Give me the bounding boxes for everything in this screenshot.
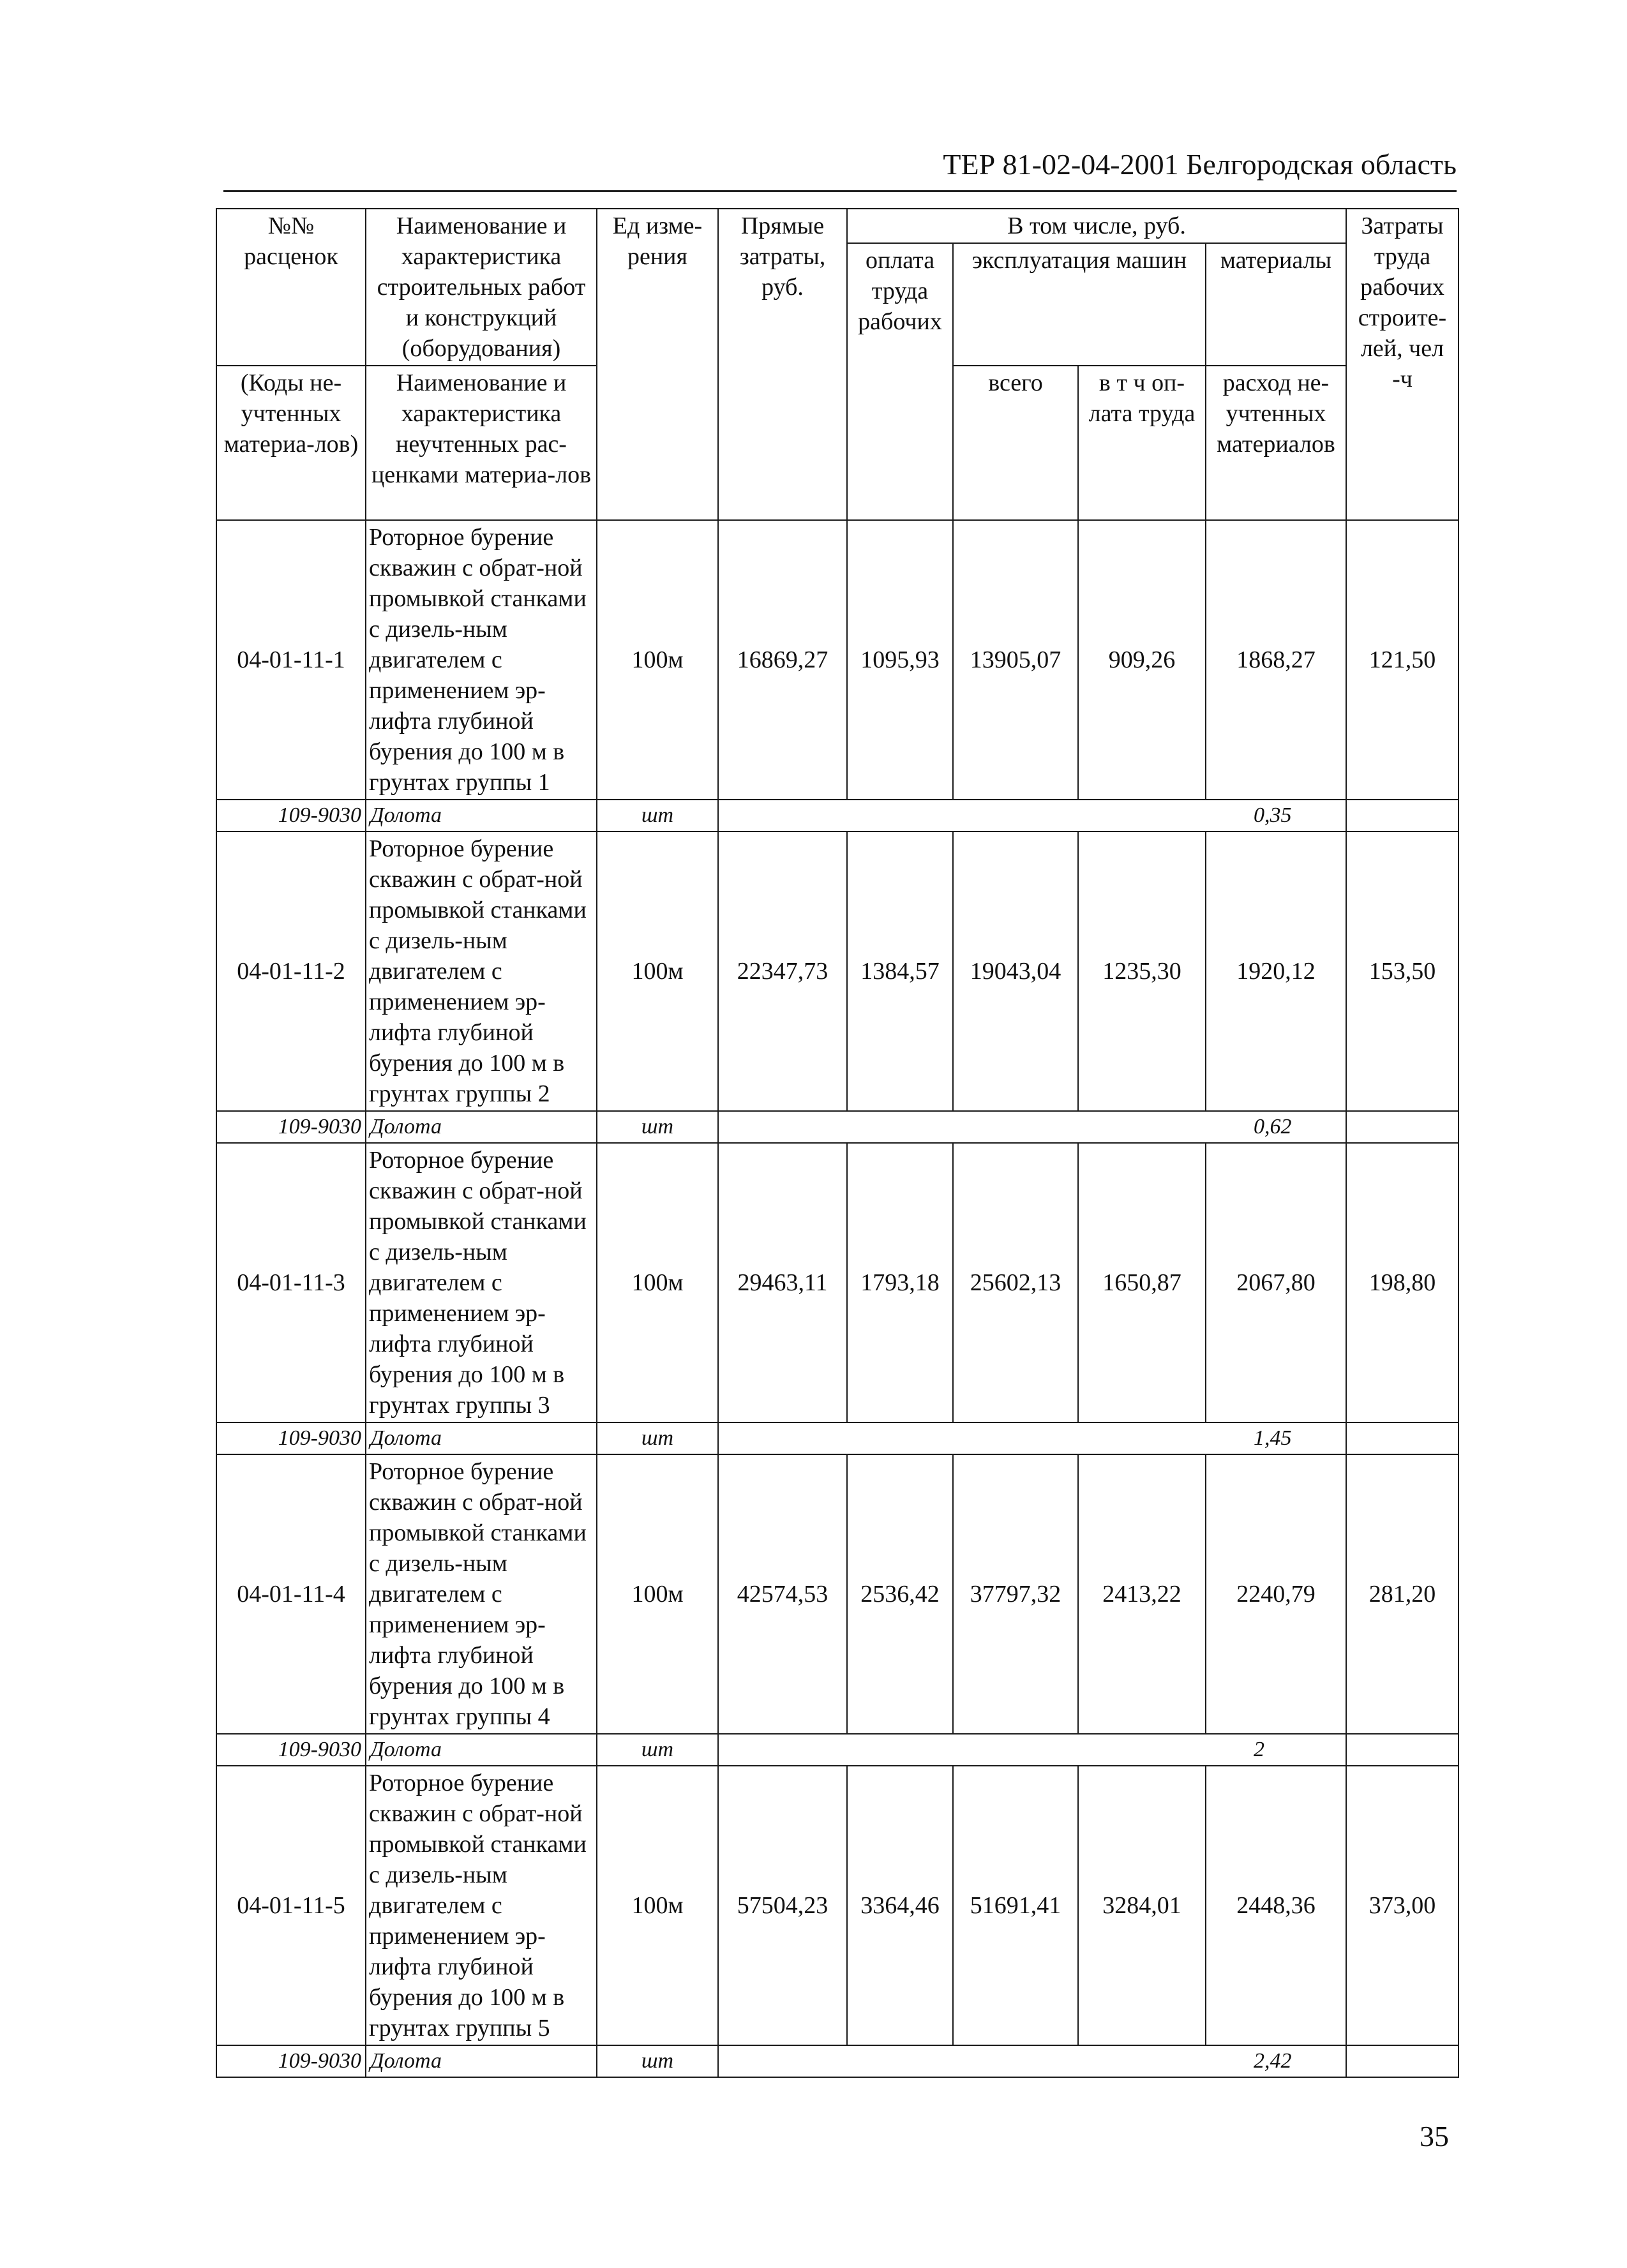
direct-costs-cell: 16869,27 — [718, 520, 847, 800]
wages-cell: 3364,46 — [847, 1766, 953, 2045]
material-row — [216, 800, 1458, 832]
material-name: Долота — [366, 800, 597, 832]
machines-wages-cell: 3284,01 — [1078, 1766, 1206, 2045]
wages-cell: 1384,57 — [847, 832, 953, 1111]
header-machines-total: всего — [953, 366, 1078, 520]
rate-code: 04-01-11-5 — [216, 1766, 366, 2045]
header-wages: оплата труда рабочих — [847, 243, 953, 520]
page-number: 35 — [1420, 2120, 1449, 2152]
direct-costs-cell: 22347,73 — [718, 832, 847, 1111]
table-row — [216, 1766, 1458, 2045]
unit-cell: 100м — [597, 1143, 718, 1422]
header-unit: Ед изме-рения — [597, 209, 718, 520]
material-usage: 2,42 — [718, 2045, 1346, 2077]
machines-total-cell: 19043,04 — [953, 832, 1078, 1111]
table-row — [216, 832, 1458, 1111]
material-unit: шт — [597, 1734, 718, 1766]
rate-code: 04-01-11-2 — [216, 832, 366, 1111]
materials-cell: 2240,79 — [1206, 1454, 1346, 1734]
table-row — [216, 1454, 1458, 1734]
machines-total-cell: 25602,13 — [953, 1143, 1078, 1422]
header-code-materials: (Коды не-учтенных материа-лов) — [216, 366, 366, 520]
unit-cell: 100м — [597, 1454, 718, 1734]
machines-total-cell: 13905,07 — [953, 520, 1078, 800]
material-code: 109-9030 — [216, 1111, 366, 1143]
material-unit: шт — [597, 2045, 718, 2077]
labor-cell: 153,50 — [1346, 832, 1458, 1111]
material-empty-cell — [1346, 1111, 1458, 1143]
work-description: Роторное бурение скважин с обрат-ной промывкой станками с дизель-ным двигателем с применением эр-лифта глубиной бурения до 100 м в грунтах группы 5 — [366, 1766, 597, 2045]
material-code: 109-9030 — [216, 2045, 366, 2077]
machines-total-cell: 37797,32 — [953, 1454, 1078, 1734]
work-description: Роторное бурение скважин с обрат-ной промывкой станками с дизель-ным двигателем с применением эр-лифта глубиной бурения до 100 м в грунтах группы 3 — [366, 1143, 597, 1422]
material-code: 109-9030 — [216, 1734, 366, 1766]
materials-cell: 1920,12 — [1206, 832, 1346, 1111]
unit-cell: 100м — [597, 520, 718, 800]
labor-cell: 198,80 — [1346, 1143, 1458, 1422]
material-unit: шт — [597, 800, 718, 832]
unit-cell: 100м — [597, 1766, 718, 2045]
rate-code: 04-01-11-4 — [216, 1454, 366, 1734]
table-row — [216, 520, 1458, 800]
material-name: Долота — [366, 1422, 597, 1454]
material-unit: шт — [597, 1111, 718, 1143]
material-row — [216, 1422, 1458, 1454]
running-title: ТЕР 81-02-04-2001 Белгородская область — [943, 148, 1457, 181]
direct-costs-cell: 42574,53 — [718, 1454, 847, 1734]
direct-costs-cell: 29463,11 — [718, 1143, 847, 1422]
table-header — [216, 209, 1458, 520]
machines-wages-cell: 909,26 — [1078, 520, 1206, 800]
header-labor: Затраты труда рабочих строите-лей, чел -ч — [1346, 209, 1458, 520]
table-row — [216, 1143, 1458, 1422]
machines-total-cell: 51691,41 — [953, 1766, 1078, 2045]
unit-cell: 100м — [597, 832, 718, 1111]
header-name: Наименование и характеристика строительных работ и конструкций (оборудования) — [366, 209, 597, 366]
header-machines: эксплуатация машин — [953, 243, 1206, 366]
machines-wages-cell: 1235,30 — [1078, 832, 1206, 1111]
wages-cell: 2536,42 — [847, 1454, 953, 1734]
material-row — [216, 1734, 1458, 1766]
wages-cell: 1793,18 — [847, 1143, 953, 1422]
material-name: Долота — [366, 2045, 597, 2077]
header-materials-usage: расход не-учтенных материалов — [1206, 366, 1346, 520]
material-row — [216, 1111, 1458, 1143]
wages-cell: 1095,93 — [847, 520, 953, 800]
material-usage: 0,62 — [718, 1111, 1346, 1143]
header-rule — [223, 190, 1457, 192]
machines-wages-cell: 1650,87 — [1078, 1143, 1206, 1422]
rate-code: 04-01-11-1 — [216, 520, 366, 800]
rate-code: 04-01-11-3 — [216, 1143, 366, 1422]
work-description: Роторное бурение скважин с обрат-ной промывкой станками с дизель-ным двигателем с применением эр-лифта глубиной бурения до 100 м в грунтах группы 1 — [366, 520, 597, 800]
rates-table — [216, 208, 1459, 2078]
material-usage: 1,45 — [718, 1422, 1346, 1454]
direct-costs-cell: 57504,23 — [718, 1766, 847, 2045]
material-code: 109-9030 — [216, 800, 366, 832]
header-machines-wages: в т ч оп-лата труда — [1078, 366, 1206, 520]
header-name-materials: Наименование и характеристика неучтенных рас-ценками материа-лов — [366, 366, 597, 520]
work-description: Роторное бурение скважин с обрат-ной промывкой станками с дизель-ным двигателем с применением эр-лифта глубиной бурения до 100 м в грунтах группы 2 — [366, 832, 597, 1111]
labor-cell: 281,20 — [1346, 1454, 1458, 1734]
material-empty-cell — [1346, 1422, 1458, 1454]
material-name: Долота — [366, 1111, 597, 1143]
material-usage: 0,35 — [718, 800, 1346, 832]
materials-cell: 2448,36 — [1206, 1766, 1346, 2045]
header-code: №№ расценок — [216, 209, 366, 366]
materials-cell: 1868,27 — [1206, 520, 1346, 800]
material-usage: 2 — [718, 1734, 1346, 1766]
header-including: В том числе, руб. — [847, 209, 1346, 243]
material-empty-cell — [1346, 1734, 1458, 1766]
table-body — [216, 520, 1458, 2077]
header-materials: материалы — [1206, 243, 1346, 366]
materials-cell: 2067,80 — [1206, 1143, 1346, 1422]
material-empty-cell — [1346, 2045, 1458, 2077]
machines-wages-cell: 2413,22 — [1078, 1454, 1206, 1734]
material-code: 109-9030 — [216, 1422, 366, 1454]
labor-cell: 121,50 — [1346, 520, 1458, 800]
labor-cell: 373,00 — [1346, 1766, 1458, 2045]
material-name: Долота — [366, 1734, 597, 1766]
header-row-1 — [216, 209, 1458, 243]
work-description: Роторное бурение скважин с обрат-ной промывкой станками с дизель-ным двигателем с применением эр-лифта глубиной бурения до 100 м в грунтах группы 4 — [366, 1454, 597, 1734]
material-row — [216, 2045, 1458, 2077]
material-empty-cell — [1346, 800, 1458, 832]
header-direct-costs: Прямые затраты, руб. — [718, 209, 847, 520]
material-unit: шт — [597, 1422, 718, 1454]
